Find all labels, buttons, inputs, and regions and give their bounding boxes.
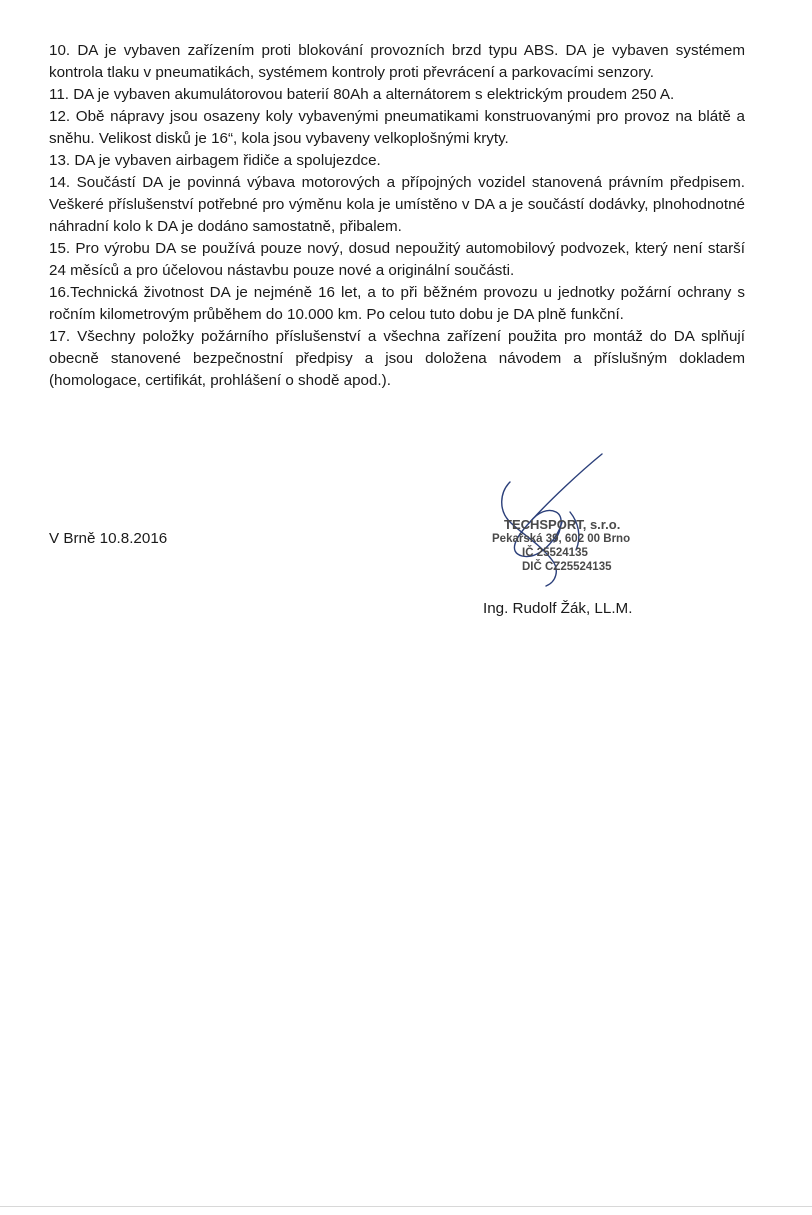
paragraph-11: 11. DA je vybaven akumulátorovou baterií 80Ah a alternátorem s elektrickým proudem 250 A. [49,86,675,103]
page-bottom-edge [0,1206,812,1207]
paragraph-12: 12. Obě nápravy jsou osazeny koly vybavenými pneumatikami konstruovanými pro provoz na blátě a sněhu. Velikost disků je 16“, kola jsou vybaveny velkoplošnými kryty. [49,108,745,147]
paragraph-16: 16.Technická životnost DA je nejméně 16 let, a to při běžném provozu u jednotky požární ochrany s ročním kilometrovým průběhem do 10.000 km. Po celou tuto dobu je DA plně funkční. [49,284,745,323]
paragraph-15: 15. Pro výrobu DA se používá pouze nový, dosud nepoužitý automobilový podvozek, který není starší 24 měsíců a pro účelovou nástavbu pouze nové a originální součásti. [49,240,745,279]
stamp-company: TECHSPORT, s.r.o. [504,517,621,532]
stamp-address: Pekařská 39, 602 00 Brno [492,533,631,545]
paragraph-10: 10. DA je vybaven zařízením proti blokování provozních brzd typu ABS. DA je vybaven systémem kontrola tlaku v pneumatikách, systémem kontroly proti převrácení a parkovacími senzory. [49,42,745,81]
company-stamp [478,518,668,574]
stamp-ico: IČ 25524135 [522,547,588,559]
place-and-date: V Brně 10.8.2016 [49,530,168,547]
stamp-dic: DIČ CZ25524135 [522,561,612,573]
paragraph-14: 14. Součástí DA je povinná výbava motorových a přípojných vozidel stanovená právním předpisem. Veškeré příslušenství potřebné pro výměnu kola je umístěno v DA a je součástí dodávky, plnohodnotné náhradní kolo k DA je dodáno samostatně, přibalem. [49,174,745,235]
paragraph-13: 13. DA je vybaven airbagem řidiče a spolujezdce. [49,152,381,169]
paragraph-17: 17. Všechny položky požárního příslušenství a všechna zařízení použita pro montáž do DA splňují obecně stanovené bezpečnostní předpisy a jsou doložena návodem a příslušným dokladem (homologace, certifikát, prohlášení o shodě apod.). [49,328,745,389]
signatory-name: Ing. Rudolf Žák, LL.M. [483,600,633,617]
document-body [49,40,745,392]
